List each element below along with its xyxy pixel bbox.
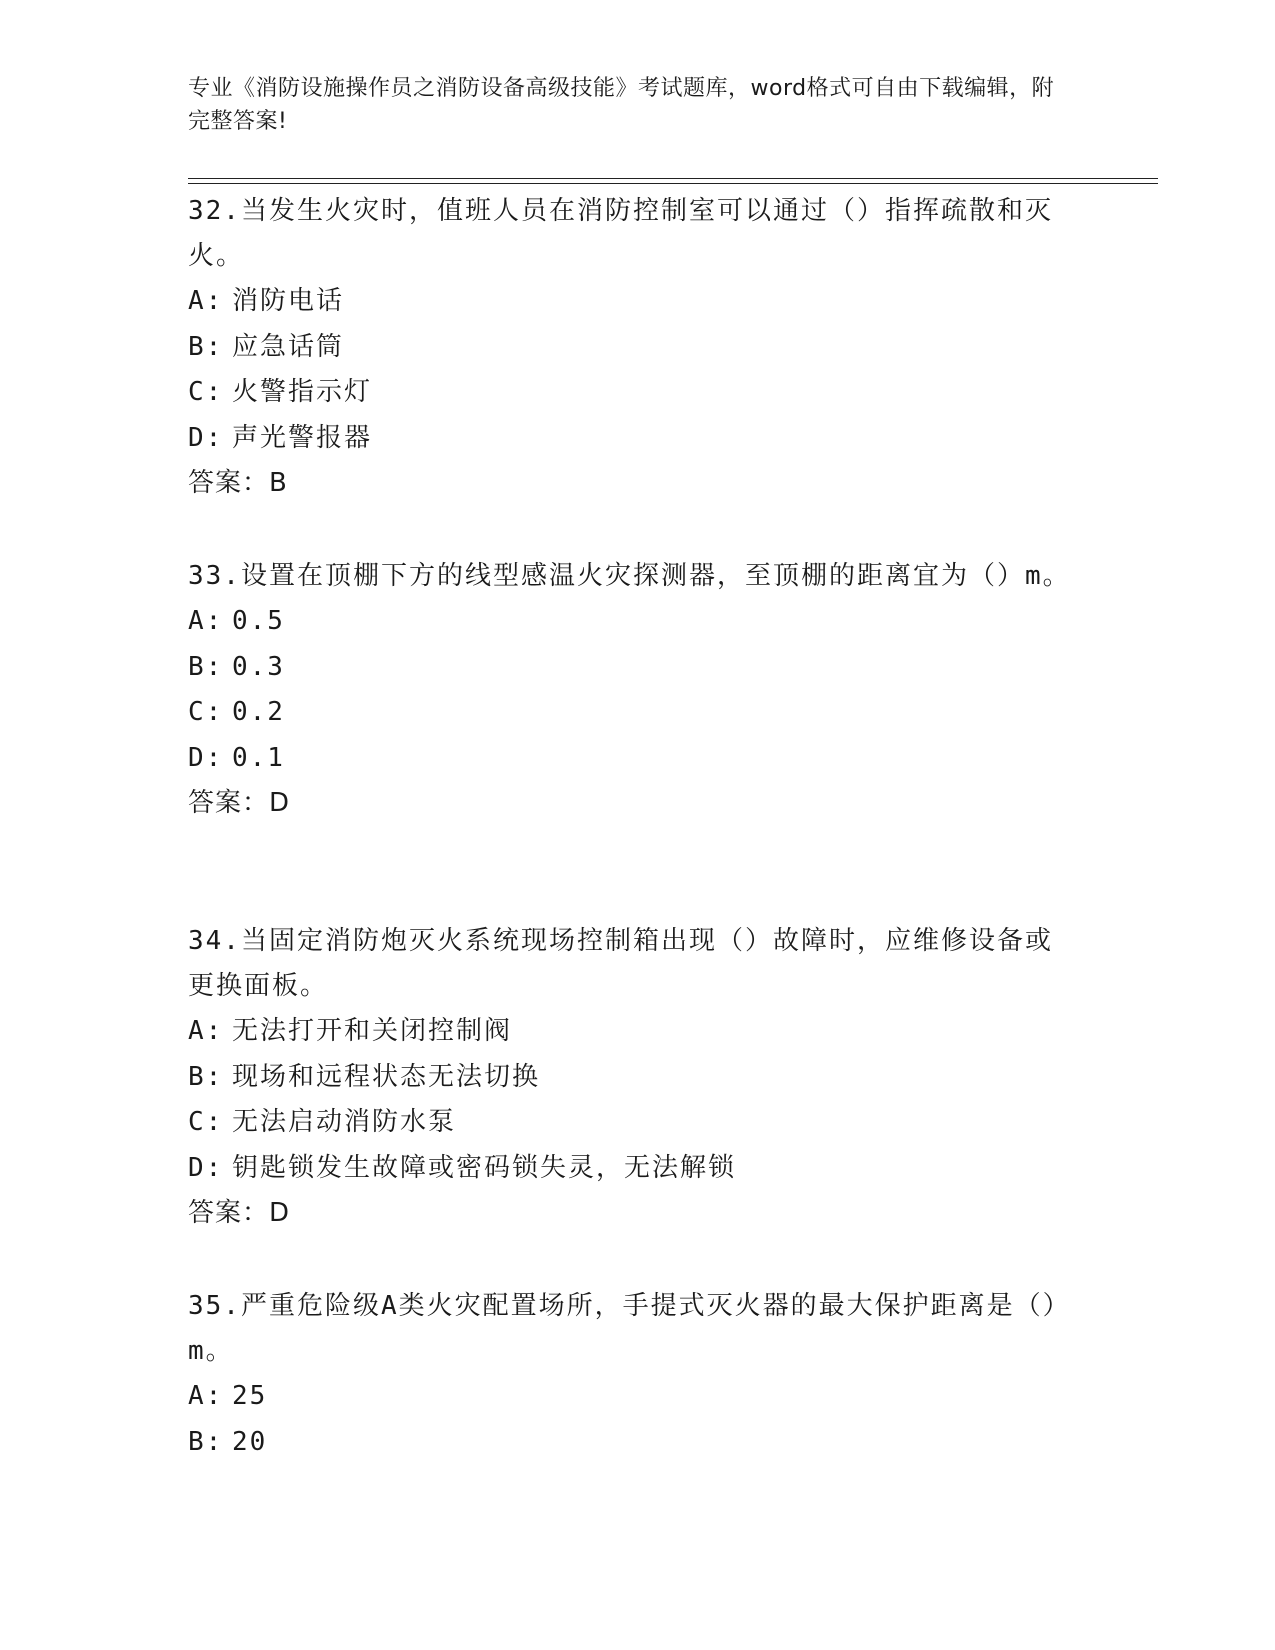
question-33: [188, 554, 1078, 826]
header-divider-top: [188, 178, 1158, 179]
answer-line: 答案：D: [188, 788, 291, 818]
option-text: 现场和远程状态无法切换: [232, 1061, 541, 1092]
question-stem: 33.设置在顶棚下方的线型感温火灾探测器，至顶棚的距离宜为（）m。: [188, 561, 1071, 591]
answer-line: 答案：B: [188, 468, 288, 498]
question-34: [188, 919, 1078, 1236]
question-32: [188, 189, 1078, 506]
option-letter: D:: [188, 1152, 224, 1183]
question-stem: 35.严重危险级A类火灾配置场所，手提式灭火器的最大保护距离是（）m。: [188, 1291, 1071, 1366]
option-d: [188, 736, 1078, 782]
option-text: 20: [232, 1426, 268, 1457]
option-b: [188, 325, 1078, 371]
option-letter: A:: [188, 1016, 224, 1046]
option-letter: A:: [188, 606, 224, 636]
option-c: [188, 690, 1078, 736]
option-letter: B:: [188, 331, 224, 362]
answer-line: 答案：D: [188, 1198, 291, 1228]
option-a: [188, 279, 1078, 325]
document-header: 专业《消防设施操作员之消防设备高级技能》考试题库，word格式可自由下载编辑，附完整答案!: [188, 76, 1055, 134]
option-d: [188, 416, 1078, 462]
option-a: [188, 599, 1078, 645]
option-letter: A:: [188, 1381, 224, 1411]
option-text: 25: [232, 1381, 268, 1411]
option-text: 消防电话: [232, 286, 345, 316]
option-letter: B:: [188, 651, 224, 682]
option-b: [188, 1055, 1078, 1101]
option-a: [188, 1009, 1078, 1055]
option-letter: D:: [188, 422, 224, 453]
option-text: 0.3: [232, 651, 285, 682]
option-b: [188, 645, 1078, 691]
question-stem: 34.当固定消防炮灭火系统现场控制箱出现（）故障时，应维修设备或更换面板。: [188, 926, 1053, 1001]
option-b: [188, 1420, 1078, 1466]
option-text: 无法打开和关闭控制阀: [232, 1016, 513, 1046]
option-text: 火警指示灯: [232, 377, 373, 407]
option-a: [188, 1374, 1078, 1420]
question-35: [188, 1284, 1078, 1465]
option-letter: B:: [188, 1061, 224, 1092]
question-stem: 32.当发生火灾时，值班人员在消防控制室可以通过（）指挥疏散和灭火。: [188, 196, 1053, 271]
option-text: 应急话筒: [232, 331, 345, 362]
option-letter: C:: [188, 1107, 224, 1137]
option-text: 0.2: [232, 697, 285, 727]
option-letter: A:: [188, 286, 224, 316]
option-c: [188, 1100, 1078, 1146]
option-text: 0.5: [232, 606, 285, 636]
option-text: 0.1: [232, 742, 285, 773]
option-text: 声光警报器: [232, 422, 373, 453]
option-letter: C:: [188, 697, 224, 727]
option-text: 钥匙锁发生故障或密码锁失灵，无法解锁: [232, 1152, 737, 1183]
header-divider-bottom: [188, 183, 1158, 184]
option-letter: C:: [188, 377, 224, 407]
option-d: [188, 1146, 1078, 1192]
option-letter: D:: [188, 742, 224, 773]
option-letter: B:: [188, 1426, 224, 1457]
option-text: 无法启动消防水泵: [232, 1107, 457, 1137]
option-c: [188, 370, 1078, 416]
